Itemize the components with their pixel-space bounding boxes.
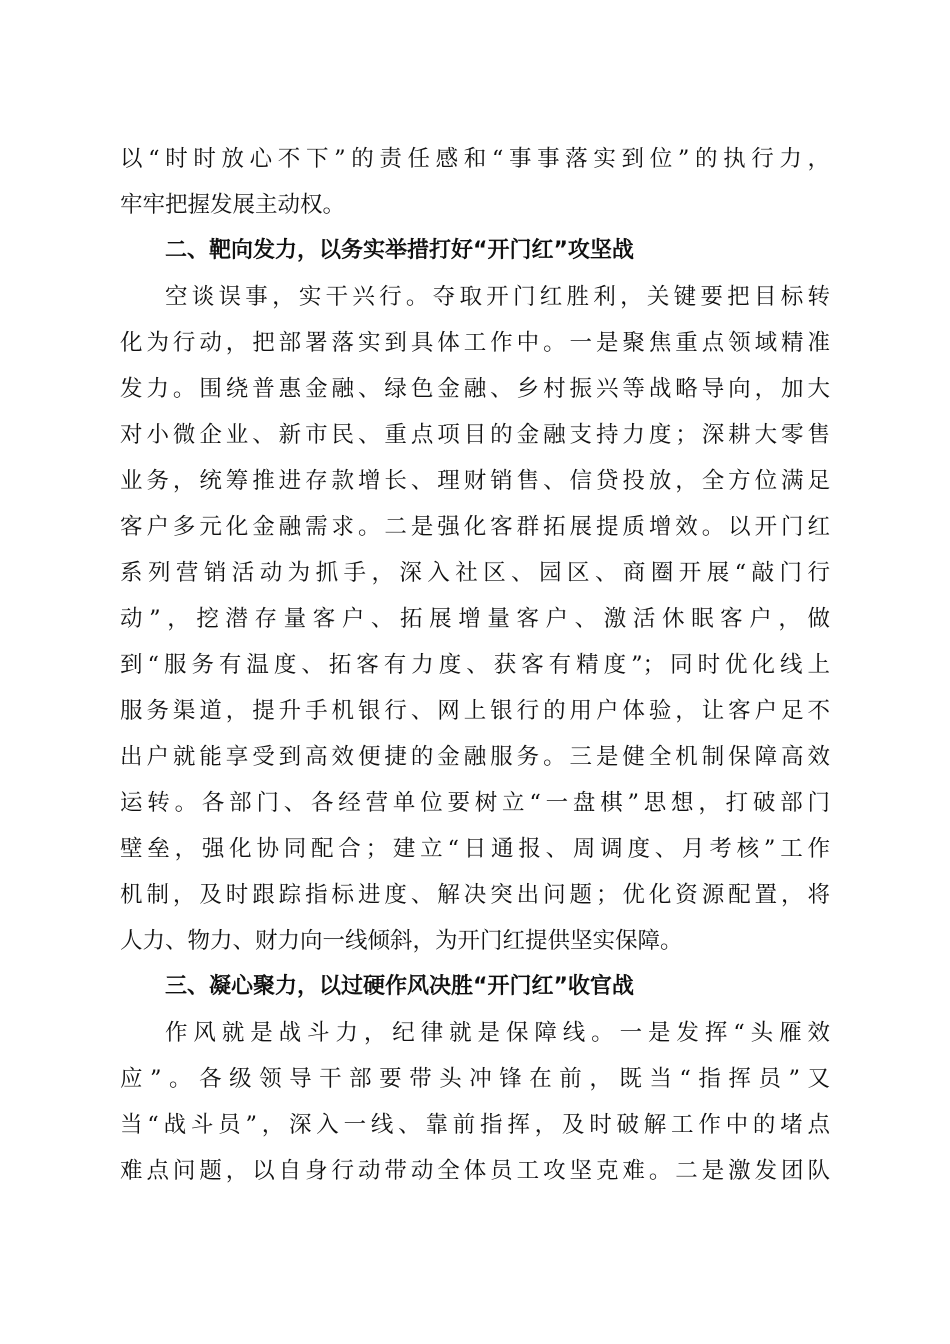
body-line: 客户多元化金融需求。二是强化客群拓展提质增效。以开门红 — [120, 514, 830, 540]
body-line: 服务渠道，提升手机银行、网上银行的用户体验，让客户足不 — [120, 698, 830, 724]
body-line: 牢牢把握发展主动权。 — [120, 192, 346, 218]
body-line: 系列营销活动为抓手，深入社区、园区、商圈开展“敲门行 — [120, 560, 830, 586]
document-body — [120, 136, 830, 1194]
body-line: 人力、物力、财力向一线倾斜，为开门红提供坚实保障。 — [120, 928, 683, 954]
body-line: 当“战斗员”，深入一线、靠前指挥，及时破解工作中的堵点 — [120, 1112, 830, 1138]
body-line: 应”。各级领导干部要带头冲锋在前，既当“指挥员”又 — [120, 1066, 830, 1092]
body-line: 难点问题，以自身行动带动全体员工攻坚克难。二是激发团队 — [120, 1158, 830, 1184]
body-line: 业务，统筹推进存款增长、理财销售、信贷投放，全方位满足 — [120, 468, 830, 494]
body-line: 机制，及时跟踪指标进度、解决突出问题；优化资源配置，将 — [120, 882, 830, 908]
body-line: 运转。各部门、各经营单位要树立“一盘棋”思想，打破部门 — [120, 790, 830, 816]
body-line: 对小微企业、新市民、重点项目的金融支持力度；深耕大零售 — [120, 422, 830, 448]
section-heading-3: 三、凝心聚力，以过硬作风决胜“开门红”收官战 — [165, 974, 634, 999]
body-line: 出户就能享受到高效便捷的金融服务。三是健全机制保障高效 — [120, 744, 830, 770]
body-line: 化为行动，把部署落实到具体工作中。一是聚焦重点领域精准 — [120, 330, 830, 356]
body-line: 壁垒，强化协同配合；建立“日通报、周调度、月考核”工作 — [120, 836, 830, 862]
section-heading-2: 二、靶向发力，以务实举措打好“开门红”攻坚战 — [165, 238, 634, 263]
body-line: 发力。围绕普惠金融、绿色金融、乡村振兴等战略导向，加大 — [120, 376, 830, 402]
body-line: 空谈误事，实干兴行。夺取开门红胜利，关键要把目标转 — [165, 284, 830, 310]
body-line: 到“服务有温度、拓客有力度、获客有精度”；同时优化线上 — [120, 652, 830, 678]
body-line: 动”，挖潜存量客户、拓展增量客户、激活休眠客户，做 — [120, 606, 830, 632]
body-line: 以“时时放心不下”的责任感和“事事落实到位”的执行力， — [120, 146, 830, 172]
body-line: 作风就是战斗力，纪律就是保障线。一是发挥“头雁效 — [165, 1020, 830, 1046]
